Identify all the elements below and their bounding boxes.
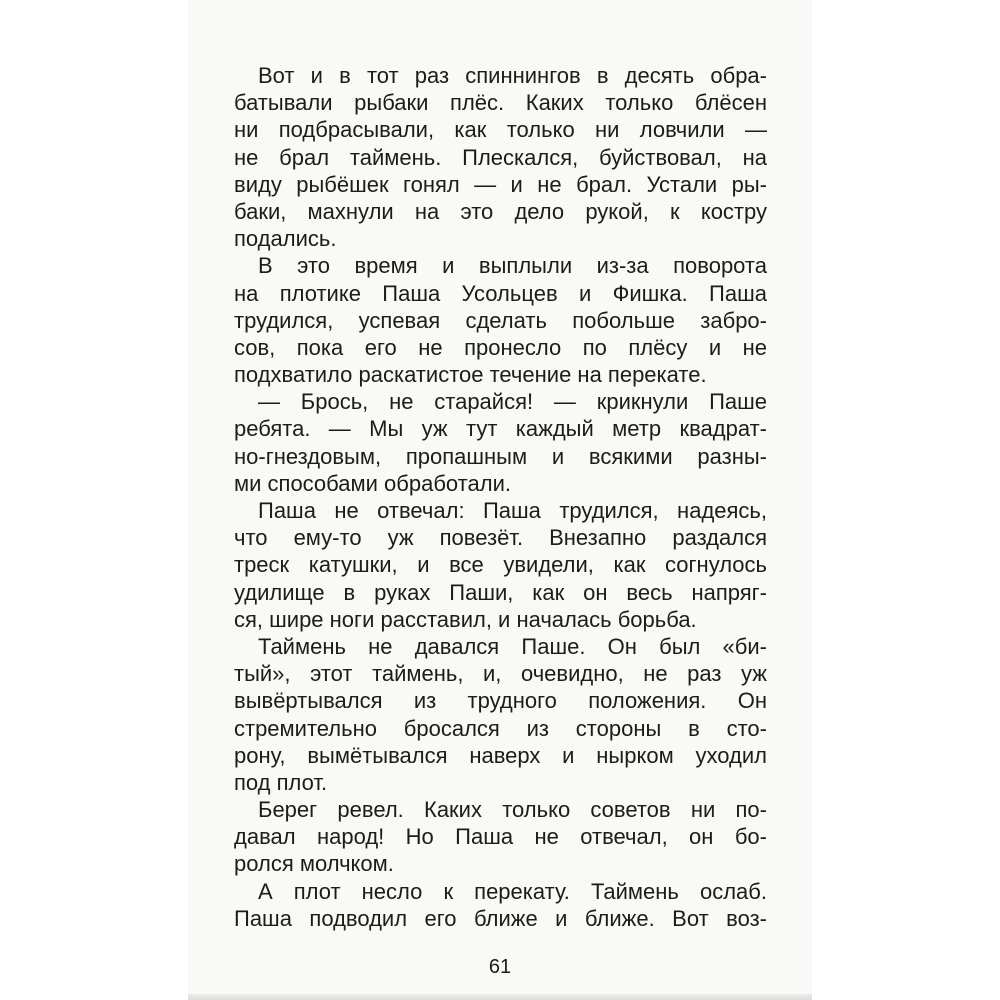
text-line: не брал таймень. Плескался, буйствовал, на <box>234 144 767 170</box>
text-line: баки, махнули на это дело рукой, к костру <box>234 198 767 224</box>
text-line: давал народ! Но Паша не отвечал, он бо- <box>234 824 767 850</box>
text-line: рону, вымётывался наверх и нырком уходил <box>234 742 767 768</box>
page-number: 61 <box>488 956 512 978</box>
text-line: вывёртывался из трудного положения. Он <box>234 688 767 714</box>
text-line: ми способами обработали. <box>234 470 511 496</box>
text-line: удилище в руках Паши, как он весь напряг- <box>234 579 767 605</box>
text-line: ребята. — Мы уж тут каждый метр квадрат- <box>234 416 767 442</box>
text-line: трудился, успевая сделать побольше забро- <box>234 307 767 333</box>
text-line: подались. <box>234 226 337 252</box>
text-line: подхватило раскатистое течение на перекате. <box>234 362 707 388</box>
page-bottom-edge <box>188 994 812 1000</box>
text-line: стремительно бросался из стороны в сто- <box>234 715 767 741</box>
text-line: батывали рыбаки плёс. Каких только блёсен <box>234 90 767 116</box>
text-line: Паша подводил его ближе и ближе. Вот воз- <box>234 905 767 931</box>
text-line: Вот и в тот раз спиннингов в десять обра- <box>258 63 767 88</box>
text-line: ся, шире ноги расставил, и началась борьба. <box>234 606 697 632</box>
book-page <box>188 0 812 1000</box>
text-line: — Брось, не старайся! — крикнули Паше <box>258 389 767 415</box>
text-line: треск катушки, и все увидели, как согнулось <box>234 552 767 578</box>
text-line: под плот. <box>234 769 328 795</box>
text-line: на плотике Паша Усольцев и Фишка. Паша <box>234 280 767 306</box>
text-line: ни подбрасывали, как только ни ловчили — <box>234 117 767 143</box>
text-line: Берег ревел. Каких только советов ни по- <box>258 797 767 823</box>
text-line: В это время и выплыли из-за поворота <box>258 253 767 279</box>
text-line: но-гнездовым, пропашным и всякими разны- <box>234 443 767 469</box>
text-line: ролся молчком. <box>234 851 394 877</box>
text-line: тый», этот таймень, и, очевидно, не раз уж <box>234 661 767 687</box>
text-line: Паша не отвечал: Паша трудился, надеясь, <box>258 498 767 523</box>
text-line: виду рыбёшек гонял — и не брал. Устали ры- <box>234 171 767 197</box>
text-line: Таймень не давался Паше. Он был «би- <box>258 633 767 659</box>
page-body-text <box>234 62 767 932</box>
text-line: А плот несло к перекату. Таймень ослаб. <box>258 878 767 904</box>
text-line: сов, пока его не пронесло по плёсу и не <box>234 334 767 360</box>
text-line: что ему-то уж повезёт. Внезапно раздался <box>234 525 767 551</box>
